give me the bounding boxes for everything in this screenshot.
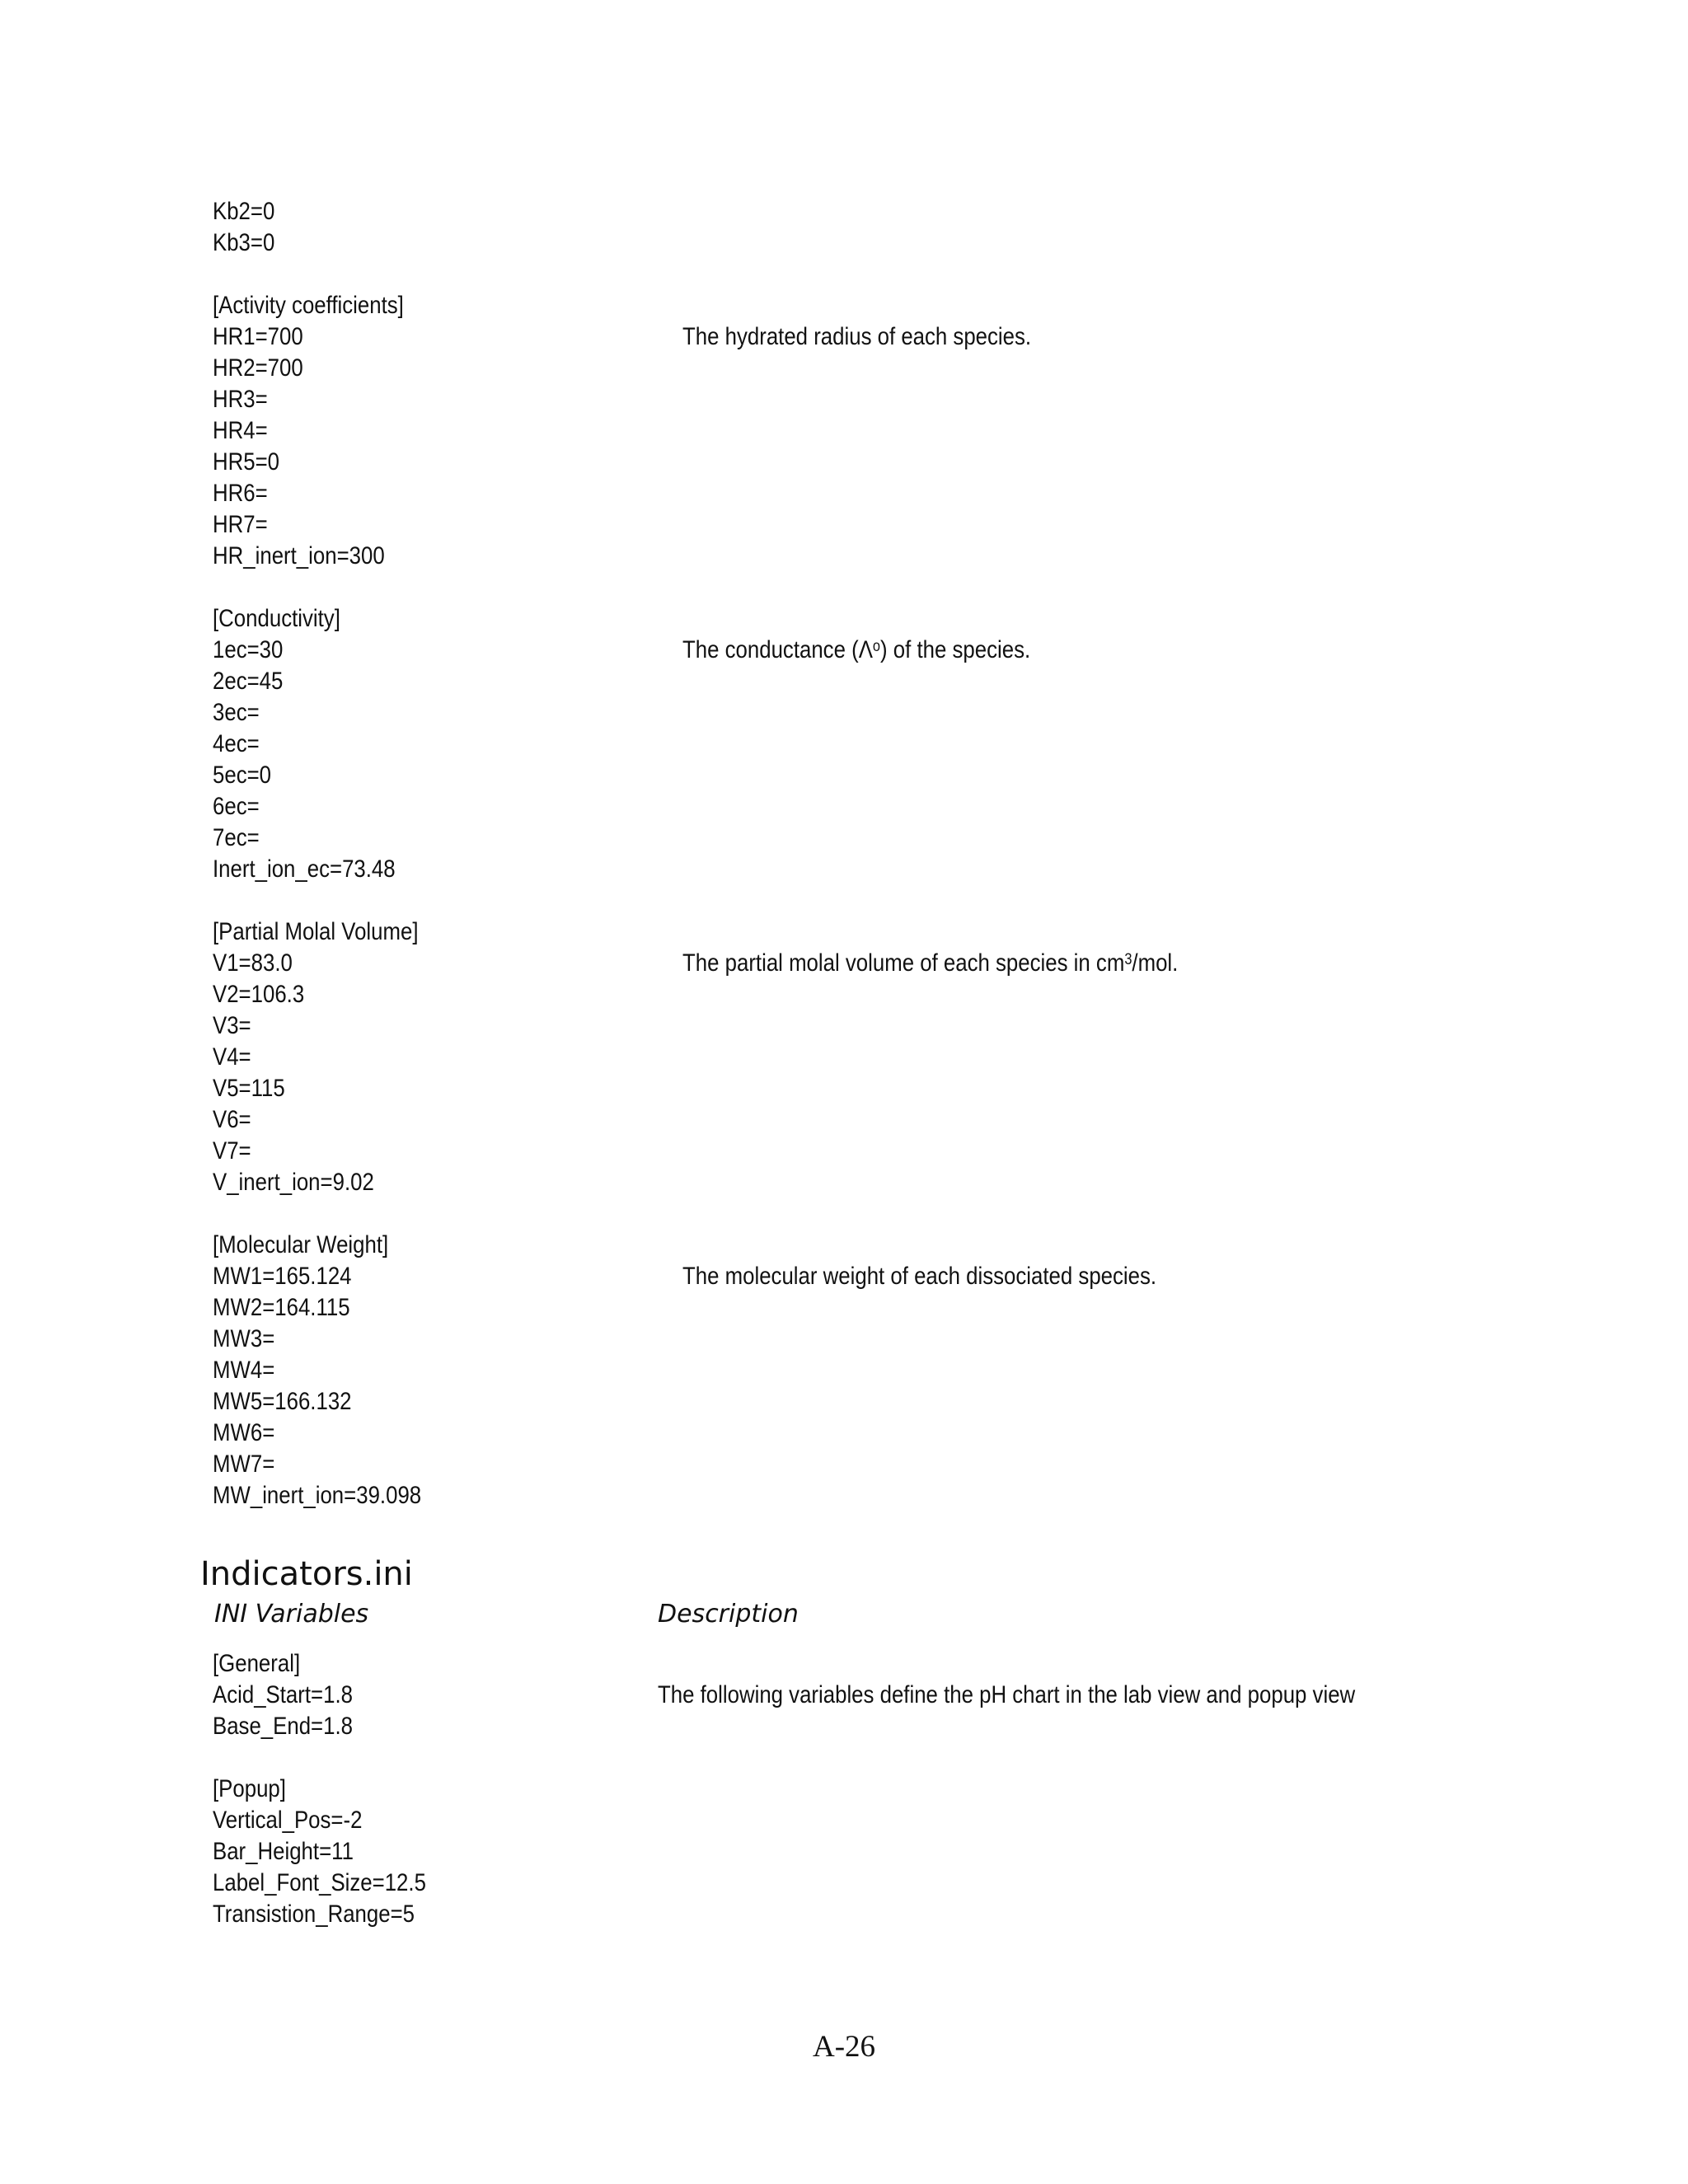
ini-line-mw6: MW6= xyxy=(213,1419,275,1446)
ini-line-ec1: 1ec=30 xyxy=(213,636,284,663)
ini-line-ec3: 3ec= xyxy=(213,699,260,726)
ini-line-mw7: MW7= xyxy=(213,1451,275,1478)
ini-line-ec4: 4ec= xyxy=(213,730,260,757)
ini-line-v1: V1=83.0 xyxy=(213,949,293,977)
ini-line-hr5: HR5=0 xyxy=(213,448,280,476)
ini-line-hr6: HR6= xyxy=(213,480,268,507)
ini-line-v3: V3= xyxy=(213,1012,251,1039)
ini-line-ec-inert: Inert_ion_ec=73.48 xyxy=(213,855,396,883)
ini-line-ec7: 7ec= xyxy=(213,824,260,851)
description-partial-molal-volume xyxy=(682,948,1178,979)
conductance-suffix: ) of the species. xyxy=(880,636,1031,663)
volume-suffix: /mol. xyxy=(1132,949,1179,977)
ini-line-mw1: MW1=165.124 xyxy=(213,1263,352,1290)
section-header-activity: [Activity coefficients] xyxy=(213,292,404,319)
ini-line-vertical-pos: Vertical_Pos=-2 xyxy=(213,1807,363,1834)
ini-line-hr-inert: HR_inert_ion=300 xyxy=(213,542,385,569)
ini-line-transition-range: Transistion_Range=5 xyxy=(213,1900,415,1928)
ini-line-hr7: HR7= xyxy=(213,511,268,538)
ini-line-ec5: 5ec=0 xyxy=(213,762,272,789)
description-hydrated-radius: The hydrated radius of each species. xyxy=(682,323,1032,350)
section-header-general: [General] xyxy=(213,1650,301,1677)
ini-line-bar-height: Bar_Height=11 xyxy=(213,1838,354,1865)
ini-line-base-end: Base_End=1.8 xyxy=(213,1713,353,1740)
ini-line-mw2: MW2=164.115 xyxy=(213,1294,350,1321)
volume-prefix: The partial molal volume of each species in cm xyxy=(682,949,1125,977)
ini-line-kb2: Kb2=0 xyxy=(213,198,275,225)
ini-line-hr3: HR3= xyxy=(213,386,268,413)
column-header-description: Description xyxy=(658,1600,799,1629)
conductance-prefix: The conductance (Λ xyxy=(682,636,873,663)
page-number: A-26 xyxy=(812,2030,876,2064)
description-conductance xyxy=(682,635,1030,666)
ini-line-hr1: HR1=700 xyxy=(213,323,303,350)
section-header-conductivity: [Conductivity] xyxy=(213,605,340,632)
ini-line-v-inert: V_inert_ion=9.02 xyxy=(213,1169,374,1196)
ini-line-v5: V5=115 xyxy=(213,1075,285,1102)
ini-line-mw5: MW5=166.132 xyxy=(213,1388,352,1415)
ini-line-kb3: Kb3=0 xyxy=(213,229,275,256)
section-heading-indicators: Indicators.ini xyxy=(200,1555,413,1593)
ini-line-mw-inert: MW_inert_ion=39.098 xyxy=(213,1482,422,1509)
section-header-molecular-weight: [Molecular Weight] xyxy=(213,1231,389,1258)
ini-line-mw4: MW4= xyxy=(213,1357,275,1384)
ini-line-hr4: HR4= xyxy=(213,417,268,444)
ini-line-hr2: HR2=700 xyxy=(213,354,303,382)
ini-line-v6: V6= xyxy=(213,1106,251,1133)
ini-line-v4: V4= xyxy=(213,1043,251,1071)
ini-line-ec2: 2ec=45 xyxy=(213,668,284,695)
ini-line-label-font-size: Label_Font_Size=12.5 xyxy=(213,1869,426,1896)
column-header-ini-variables: INI Variables xyxy=(214,1600,369,1629)
ini-line-ec6: 6ec= xyxy=(213,793,260,820)
section-header-partial-molal-volume: [Partial Molal Volume] xyxy=(213,918,419,945)
conductance-superscript: o xyxy=(872,638,881,655)
volume-superscript: 3 xyxy=(1124,951,1132,968)
ini-line-mw3: MW3= xyxy=(213,1325,275,1352)
description-ph-chart: The following variables define the pH chart in the lab view and popup view xyxy=(658,1681,1356,1708)
ini-line-v2: V2=106.3 xyxy=(213,981,305,1008)
ini-line-acid-start: Acid_Start=1.8 xyxy=(213,1681,353,1708)
description-molecular-weight: The molecular weight of each dissociated species. xyxy=(682,1263,1157,1290)
section-header-popup: [Popup] xyxy=(213,1775,286,1802)
ini-line-v7: V7= xyxy=(213,1137,251,1165)
